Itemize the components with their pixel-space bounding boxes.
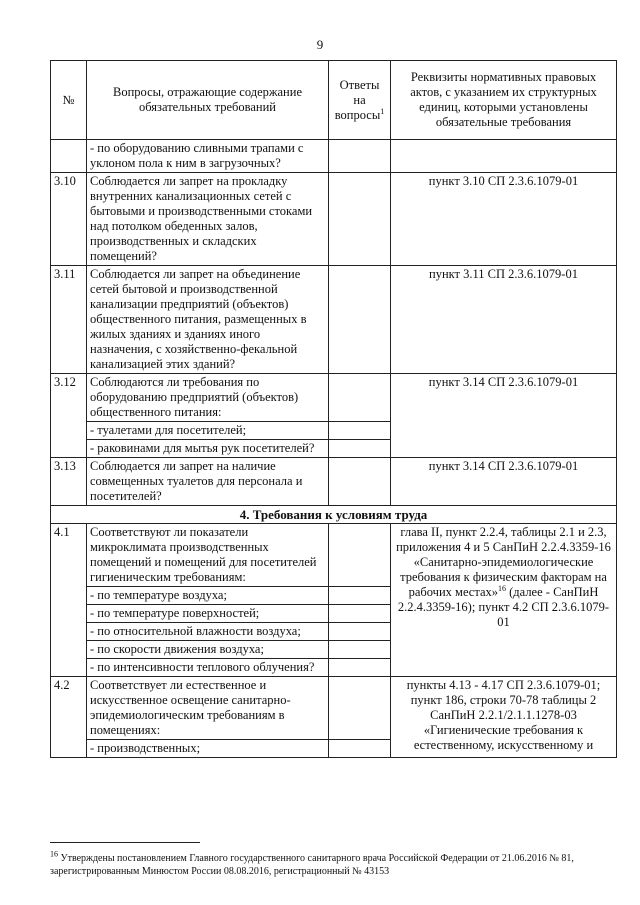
- row-num: 3.11: [51, 266, 87, 374]
- row-answer: [329, 374, 391, 422]
- row-question: - по относительной влажности воздуха;: [87, 623, 329, 641]
- row-num: [51, 140, 87, 173]
- row-ref: пункт 3.11 СП 2.3.6.1079-01: [391, 266, 617, 374]
- row-question: Соответствует ли естественное и искусственное освещение санитарно-эпидемиологическим требованиям в помещениях:: [87, 677, 329, 740]
- row-answer: [329, 266, 391, 374]
- section-heading-row: [51, 506, 617, 524]
- table-row: [51, 140, 617, 173]
- table-header-row: [51, 61, 617, 140]
- row-question: - туалетами для посетителей;: [87, 422, 329, 440]
- table-row: [51, 173, 617, 266]
- row-answer: [329, 458, 391, 506]
- row-answer: [329, 605, 391, 623]
- row-question: - производственных;: [87, 740, 329, 758]
- table-row: [51, 374, 617, 422]
- footnote-mark: 16: [50, 849, 58, 859]
- row-ref: пункт 3.14 СП 2.3.6.1079-01: [391, 374, 617, 458]
- row-ref: пункт 3.14 СП 2.3.6.1079-01: [391, 458, 617, 506]
- footnote: [50, 849, 616, 878]
- row-answer: [329, 440, 391, 458]
- row-question: - по интенсивности теплового облучения?: [87, 659, 329, 677]
- row-ref: глава II, пункт 2.2.4, таблицы 2.1 и 2.3, приложения 4 и 5 СанПиН 2.2.4.3359-16 «Санитарно-эпидемиологические требования к физическим факторам на рабочих местах»$^{16}$ (далее - СанПиН 2.2.4.3359-16); пункт 4.2 СП 2.3.6.1079-01: [391, 524, 617, 677]
- table-row: [51, 266, 617, 374]
- row-question: - по температуре воздуха;: [87, 587, 329, 605]
- header-answers: Ответы на вопросы$^1$: [329, 61, 391, 140]
- table-row: [51, 458, 617, 506]
- row-ref: пункт 3.10 СП 2.3.6.1079-01: [391, 173, 617, 266]
- row-answer: [329, 524, 391, 587]
- table-row: [51, 677, 617, 740]
- row-question: - по оборудованию сливными трапами с уклоном пола к ним в загрузочных?: [87, 140, 329, 173]
- header-questions: Вопросы, отражающие содержание обязательных требований: [87, 61, 329, 140]
- row-answer: [329, 173, 391, 266]
- page-number: 9: [316, 37, 324, 52]
- row-question: Соблюдаются ли требования по оборудованию предприятий (объектов) общественного питания:: [87, 374, 329, 422]
- row-answer: [329, 587, 391, 605]
- requirements-table: [50, 60, 617, 758]
- row-question: Соблюдается ли запрет на объединение сетей бытовой и производственной канализации предприятий (объектов) общественного питания, размещенных в жилых зданиях и зданиях иного назначения, с хозяйственно-фекальной канализацией этих зданий?: [87, 266, 329, 374]
- row-ref: [391, 140, 617, 173]
- row-question: - раковинами для мытья рук посетителей?: [87, 440, 329, 458]
- row-num: 4.1: [51, 524, 87, 677]
- row-answer: [329, 740, 391, 758]
- row-answer: [329, 659, 391, 677]
- row-num: 3.13: [51, 458, 87, 506]
- row-question: Соблюдается ли запрет на наличие совмещенных туалетов для персонала и посетителей?: [87, 458, 329, 506]
- row-num: 4.2: [51, 677, 87, 758]
- row-answer: [329, 641, 391, 659]
- section-heading: 4. Требования к условиям труда: [51, 506, 617, 524]
- row-num: 3.10: [51, 173, 87, 266]
- row-answer: [329, 422, 391, 440]
- row-answer: [329, 140, 391, 173]
- header-requisites: Реквизиты нормативных правовых актов, с указанием их структурных единиц, которыми установлены обязательные требования: [391, 61, 617, 140]
- header-num: №: [51, 61, 87, 140]
- row-num: 3.12: [51, 374, 87, 458]
- row-ref: пункты 4.13 - 4.17 СП 2.3.6.1079-01; пункт 186, строки 70-78 таблицы 2 СанПиН 2.2.1/2.1.1.1278-03 «Гигиенические требования к естественному, искусственному и: [391, 677, 617, 758]
- footnote-divider: [50, 842, 200, 843]
- row-question: - по температуре поверхностей;: [87, 605, 329, 623]
- row-answer: [329, 623, 391, 641]
- row-question: - по скорости движения воздуха;: [87, 641, 329, 659]
- row-answer: [329, 677, 391, 740]
- row-question: Соблюдается ли запрет на прокладку внутренних канализационных сетей с бытовыми и производственными стоками над потолком обеденных залов, производственных и складских помещений?: [87, 173, 329, 266]
- footnote-text: Утверждены постановлением Главного государственного санитарного врача Российской Федерации от 21.06.2016 № 81, зарегистрированным Минюстом России 08.08.2016, регистрационный № 43153: [50, 853, 574, 877]
- table-row: [51, 524, 617, 587]
- row-question: Соответствуют ли показатели микроклимата производственных помещений и помещений для посетителей гигиеническим требованиям:: [87, 524, 329, 587]
